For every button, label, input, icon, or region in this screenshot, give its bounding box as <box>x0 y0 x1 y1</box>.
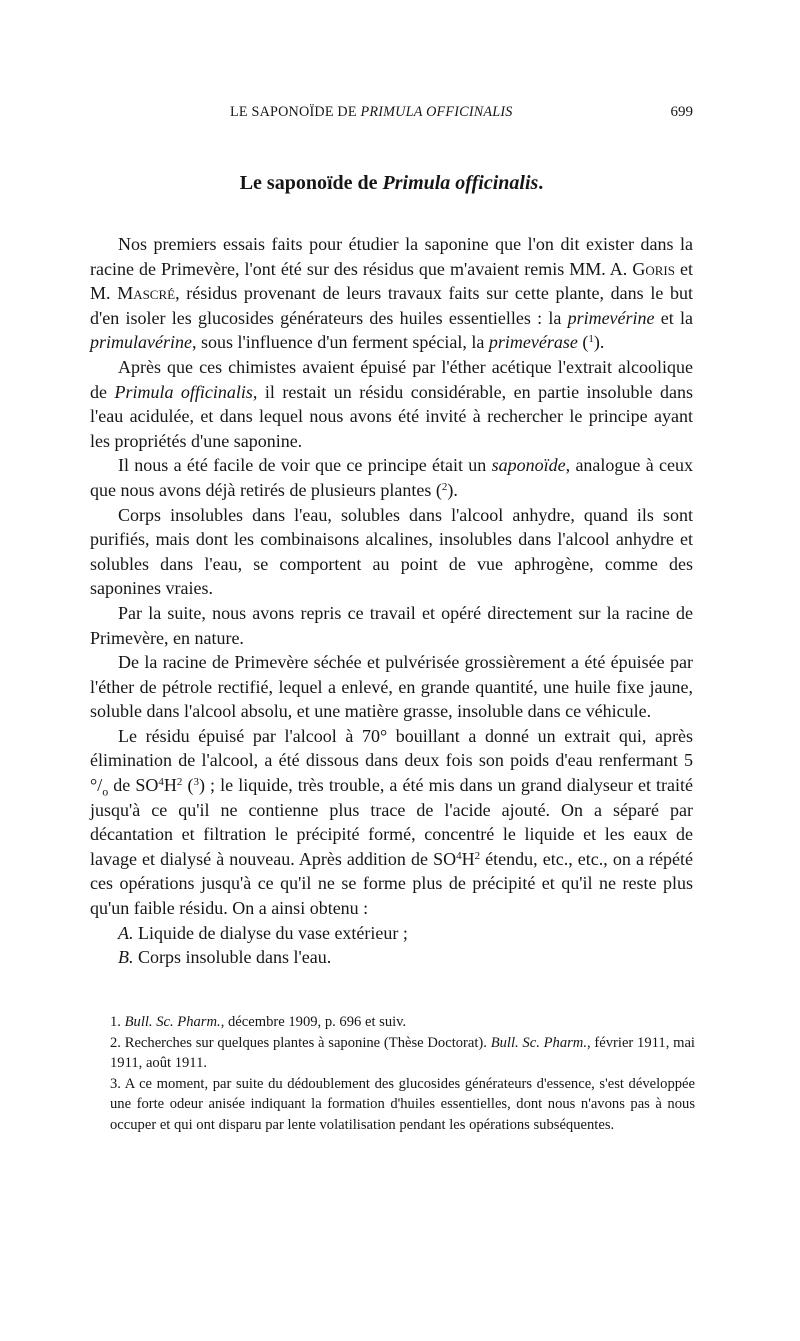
book-page <box>90 0 693 1341</box>
paragraph-3: Il nous a été facile de voir que ce principe était un saponoïde, analogue à ceux que nous avons déjà retirés de plusieurs plantes ($^2$). <box>90 455 694 500</box>
body-text <box>90 232 693 970</box>
list-item-a: A. Liquide de dialyse du vase extérieur ; <box>118 922 408 943</box>
article-title: Le saponoïde de Primula officinalis. <box>239 172 544 194</box>
running-head-title: LE SAPONOÏDE DE PRIMULA OFFICINALIS <box>230 104 513 120</box>
footnotes <box>110 1012 695 1135</box>
footnote-ref-1: 1 <box>588 333 594 346</box>
paragraph-6: De la racine de Primevère séchée et pulvérisée grossièrement a été épuisée par l'éther de pétrole rectifié, lequel a enlevé, en grande quantité, une huile fixe jaune, soluble dans l'alcool absolu, et une matière grasse, insoluble dans ce véhicule. <box>90 652 693 722</box>
paragraph-5: Par la suite, nous avons repris ce travail et opéré directement sur la racine de Primevère, en nature. <box>90 602 693 648</box>
footnote-ref-2: 2 <box>441 480 448 493</box>
footnote-ref-3: 3 <box>193 776 199 789</box>
paragraph-1: Nos premiers essais faits pour étudier la saponine que l'on dit exister dans la racine de Primevère, l'ont été sur des résidus que m'avaient remis MM. A. Goris et M. Mascré, résidus provenant de leurs travaux faits sur cette plante, dans le but d'en isoler les glucosides générateurs des huiles essentielles : la primevérine et la primulavérine, sous l'influence d'un ferment spécial, la primevérase ($^1$). <box>90 234 693 353</box>
footnote-3: 3. A ce moment, par suite du dédoublement des glucosides générateurs d'essence, s'est développée une forte odeur anisée indiquant la formation d'huiles essentielles, dont nous n'avons pas à nous occuper et qui ont disparu par lente volatilisation pendant les opérations subséquentes. <box>110 1075 695 1133</box>
running-head <box>90 104 693 126</box>
page-number: 699 <box>670 104 693 120</box>
paragraph-7: Le résidu épuisé par l'alcool à 70° bouillant a donné un extrait qui, après élimination de l'alcool, a été dissous dans deux fois son poids d'eau renfermant 5 $^\circ/_o$ de $SO^4H^2$ ($^3$) ; le liquide, très trouble, a été mis dans un grand dialyseur et traité jusqu'à ce qu'il ne contienne plus trace de l'acide ajouté. On a séparé par décantation et filtration le précipité formé, concentré le liquide et les eaux de lavage et dialysé à nouveau. Après addition de $SO^4H^2$ étendu, etc., etc., on a répété ces opérations jusqu'à ce qu'il ne se forme plus de précipité et qu'il ne reste plus qu'un faible résidu. On a ainsi obtenu : <box>90 725 694 919</box>
footnote-2: 2. Recherches sur quelques plantes à saponine (Thèse Doctorat). Bull. Sc. Pharm., février 1911, mai 1911, août 1911. <box>110 1034 695 1071</box>
list-item-b: B. Corps insoluble dans l'eau. <box>118 947 332 968</box>
paragraph-4: Corps insolubles dans l'eau, solubles dans l'alcool anhydre, quand ils sont purifiés, mais dont les combinaisons alcalines, insolubles dans l'alcool anhydre et solubles dans l'eau, se comportent au point de vue aphrogène, comme des saponines vraies. <box>90 504 693 599</box>
footnote-1: 1. Bull. Sc. Pharm., décembre 1909, p. 696 et suiv. <box>110 1014 407 1030</box>
paragraph-2: Après que ces chimistes avaient épuisé par l'éther acétique l'extrait alcoolique de Primula officinalis, il restait un résidu considérable, en partie insoluble dans l'eau acidulée, et dans lequel nous avons été invité à rechercher le principe ayant les propriétés d'une saponine. <box>90 356 693 451</box>
